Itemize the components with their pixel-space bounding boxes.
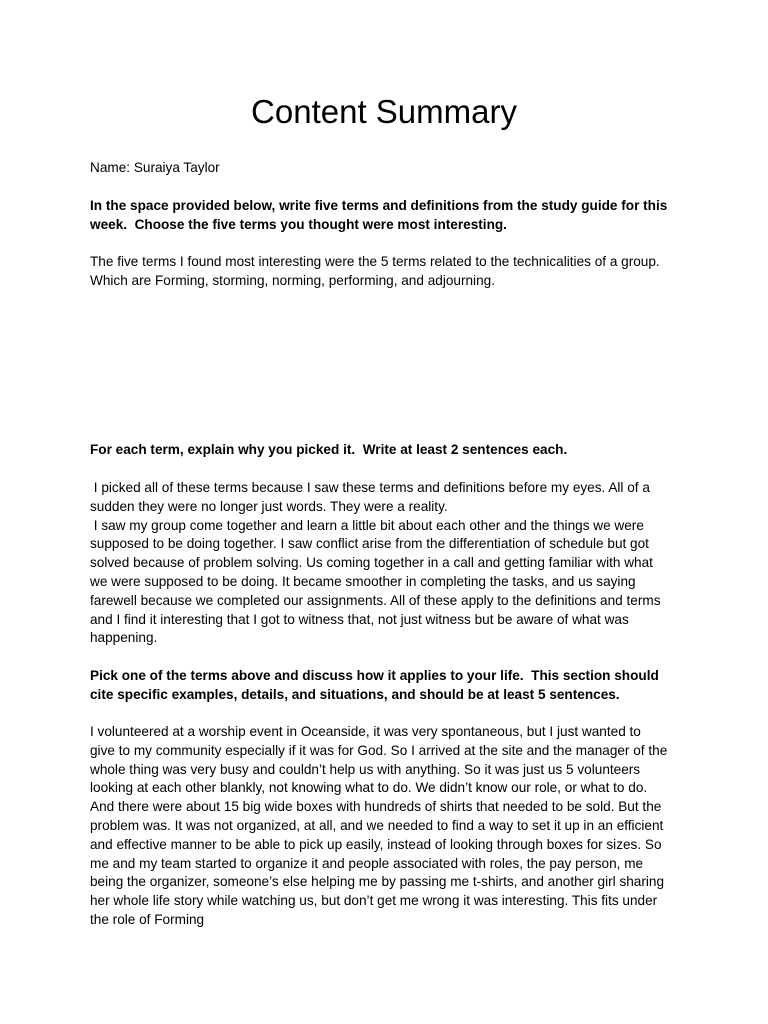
answer-line: and effective manner to be able to pick up easily, instead of looking through boxes for sizes. So xyxy=(90,836,662,852)
answer-line: looking at each other blankly, not knowing what to do. We didn’t know our role, or what to do. xyxy=(90,780,648,796)
name-text: Name: Suraiya Taylor xyxy=(90,160,220,175)
answer-line: we were supposed to be doing. It became smoother in completing the tasks, and us saying xyxy=(90,573,636,589)
prompt-apply xyxy=(90,667,690,705)
prompt-line: In the space provided below, write five terms and definitions from the study guide for this xyxy=(90,198,668,213)
answer-line: I picked all of these terms because I saw these terms and definitions before my eyes. All of a xyxy=(90,480,650,495)
prompt-explain xyxy=(90,441,690,460)
prompt-line: For each term, explain why you picked it. Write at least 2 sentences each. xyxy=(90,442,568,457)
answer-line: Which are Forming, storming, norming, performing, and adjourning. xyxy=(90,272,495,288)
answer-line: me and my team started to organize it and people associated with roles, the pay person, me xyxy=(90,855,644,871)
prompt-terms xyxy=(90,197,690,235)
answer-line: farewell because we completed our assignments. All of these apply to the definitions and terms xyxy=(90,592,661,608)
answer-line: I saw my group come together and learn a little bit about each other and the things we were xyxy=(90,517,644,533)
prompt-line: week. Choose the five terms you thought were most interesting. xyxy=(90,216,507,232)
answer-line: and I find it interesting that I got to witness that, not just witness but be aware of what was xyxy=(90,611,629,627)
answer-line: The five terms I found most interesting were the 5 terms related to the technicalities of a group. xyxy=(90,254,660,269)
answer-explain xyxy=(90,479,690,648)
name-line xyxy=(90,159,690,178)
answer-apply xyxy=(90,723,690,930)
answer-line: her whole life story while watching us, but don’t get me wrong it was interesting. This fits under xyxy=(90,893,658,909)
answer-line: solved because of problem solving. Us coming together in a call and getting familiar with what xyxy=(90,555,653,571)
answer-line: problem was. It was not organized, at all, and we needed to find a way to set it up in an efficient xyxy=(90,817,664,833)
answer-line: happening. xyxy=(90,630,158,646)
answer-line: the role of Forming xyxy=(90,911,205,927)
answer-line: sudden they were no longer just words. They were a reality. xyxy=(90,498,448,514)
answer-line: give to my community especially if it was for God. So I arrived at the site and the manager of the xyxy=(90,742,668,758)
answer-line: I volunteered at a worship event in Oceanside, it was very spontaneous, but I just wanted to xyxy=(90,724,641,739)
answer-line: whole thing was very busy and couldn’t help us with anything. So it was just us 5 volunteers xyxy=(90,761,641,777)
answer-line: supposed to be doing together. I saw conflict arise from the differentiation of schedule but got xyxy=(90,536,649,552)
prompt-line: Pick one of the terms above and discuss how it applies to your life. This section should xyxy=(90,668,659,683)
answer-line: And there were about 15 big wide boxes with hundreds of shirts that needed to be sold. But the xyxy=(90,799,662,815)
prompt-line: cite specific examples, details, and situations, and should be at least 5 sentences. xyxy=(90,686,620,702)
answer-terms xyxy=(90,253,690,291)
answer-line: being the organizer, someone’s else helping me by passing me t-shirts, and another girl sharing xyxy=(90,874,665,890)
page-title: Content Summary xyxy=(251,93,517,130)
